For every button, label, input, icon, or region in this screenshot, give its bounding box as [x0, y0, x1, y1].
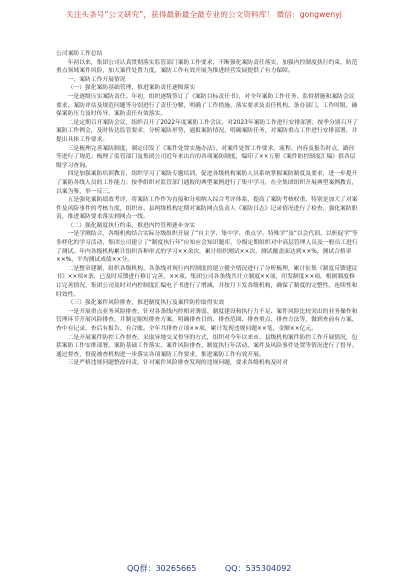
subsection-heading: （一）强化案防基础管理，推进案防责任逐级落实: [67, 85, 196, 92]
qq-number-text: QQ：535304092: [225, 564, 292, 573]
paragraph: 一是开展重点业务风险排查，针对各条线内控相对薄弱、制度建设和执行力不足、案件风险比较突出的业务操作和管理环节开展风险排查，并制定缩短排查方案，明确排查目的、排查范围、排查重点、排查方法等，做到查前有方案、查中有记录、查后有报告、有合账。全年共排查立项××项，累计发现违规问题××笔、金额××亿元。: [56, 308, 358, 332]
paragraph: 三是严格违规问题整改问责。针对案件风险排查发现的违规问题，要求各级机构及时对: [67, 360, 288, 367]
section-heading: 一、案防工作开展情况: [67, 76, 126, 83]
paragraph: 年初以来，集团公司认真贯彻落实监管部门案防工作要求，不断强化案防责任落实，加强内控制度执行约束，防范重点领域案件风险，加大案件处置力度，案防工作有效开展为推进经营发展提供了有力保障。: [56, 59, 358, 75]
paragraph: 四是加强案防培训教育，组织学习了案防专题培训，促进各级机构案防人员系统掌握案防制度及要求，进一步提升了案防各线人员的工作能力；按季组织对监管部门通报的典型案例进行了集中学习，在全集团组织开展典型案例教育，以案为鉴，举一反三。: [56, 171, 358, 195]
subsection-heading: （二）强化制度执行约束，推进内控管理逐步夯实: [67, 222, 196, 229]
document-body: [56, 50, 360, 368]
promo-banner-text: 关注头条号“公文研究”，获得最新最全最专业的公文资料库！ 微信：gongwenyj: [66, 10, 342, 19]
paragraph: 二是整章建制，组织各级机构、各条线对现行内控制度的建立健全情况进行了分析梳理，累计征集《制度反馈建议书》××项×条，已及时反馈进行修订完善，××项。集团公司各条线共计立制度××项，印发制度××项，根据制度修订完善情况，集团公司及时对内控制度汇编电子书进行了增减，并按月下发各级机构，确保了制度的完整性、连续性和时效性。: [56, 265, 358, 298]
paragraph: 二是开展案件防控工作督查。采取异地交叉督导的方式，组织对今年以来市、县级机构案件防控工作开展情况，包括案防工作安排部署、案防基础工作落实、案件风险排查、制度执行年活动、案件及风险事件处置等情况进行了督导。通过督查，督促被查机构进一步落实各项案防工作要求，推进案防工作有效开展。: [56, 334, 358, 358]
subsection-heading: （三）强化案件风险排查，推进制度执行及案件防控取得实效: [67, 300, 225, 307]
promo-banner: [0, 0, 408, 50]
paragraph: 一是逐级压实案防责任。年初，组织逐级签订了《案防目标责任书》，对全年案防工作任务、监督措施和案防会议要求、案防评估及规范问题等分别进行了责任分解，明确了工作措施、落实要求及责任机构、条办部门、工作时限，确保案防压力及时传导，案防责任有效落实。: [56, 93, 358, 118]
document-title: 公司案防工作总结: [56, 51, 103, 57]
paragraph: 五是强化案防绩效考评，将案防工作作为直接和分项纳入综合考评体系，提高了案防考核权重，特别是加大了对案件及风险事件的考核力度，组织市、县两级机构定期对案防网点负责人《案防日志》记录情况进行了检查，强化案防职责，推进案防要求落实到网点一线。: [56, 197, 358, 221]
paragraph: 二是定期召开案防会议，组织召开了2022年度案防工作会议，对2023年案防工作进行安排部署；按季分别召开了案防工作例会，及时传达监管要求，分析案防形势，通报案防情况，明确案防任务，对案防重点工作进行安排部署，并提出具体工作要求。: [56, 119, 358, 143]
paragraph: 三是梳理完善案防制度，制定印发了《案件处置实施办法》，对案件处置工作要求、流程、内容及报告时点、路径等进行了规范；梳理了监管部门及集团公司近年来出台的各项案防制度，编印了××万册《案件防控制度汇编》供各层级学习查询。: [56, 145, 356, 169]
qq-group-text: QQ群：30265665: [127, 564, 197, 573]
contact-footer: [0, 558, 408, 580]
paragraph: 一是学测结合，各级机构结合实际分级组织开展了“自主学、集中学、重点学、特殊学”及“以会代训、以析促学”等多样化的学习活动，集团公司建立了“制度执行年”应知应会知识题库，分级定期组织对中高层管理人员及一般员工进行了测试。年内各级机构累计组织各种形式的学习××余次，累计组织测试××次，测试覆盖面达到××%，测试合格率××%，平均测试成绩××分。: [56, 231, 358, 264]
